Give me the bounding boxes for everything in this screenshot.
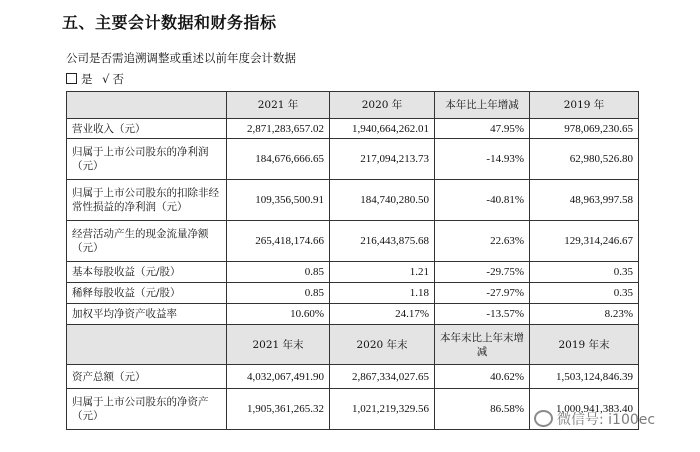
value-cell: 4,032,067,491.90 — [227, 365, 330, 389]
value-cell: -14.93% — [435, 139, 530, 180]
wechat-watermark — [534, 409, 655, 429]
table-row — [67, 283, 639, 304]
table-header-row — [67, 92, 639, 119]
value-cell: 8.23% — [530, 304, 639, 325]
header-cell: 2019 年 — [530, 92, 639, 119]
choice-no-label: 否 — [112, 72, 124, 86]
financial-indicators-table — [66, 91, 639, 430]
value-cell: 47.95% — [435, 119, 530, 139]
row-label: 归属于上市公司股东的净利润（元） — [67, 139, 227, 180]
watermark-text: 微信号: i100ec — [557, 412, 656, 428]
value-cell: 109,356,500.91 — [227, 180, 330, 221]
table-row — [67, 262, 639, 283]
table-header-row — [67, 325, 639, 365]
value-cell: 22.63% — [435, 221, 530, 262]
value-cell: 2,871,283,657.02 — [227, 119, 330, 139]
value-cell: 129,314,246.67 — [530, 221, 639, 262]
row-label: 稀释每股收益（元/股） — [67, 283, 227, 304]
value-cell: 1,905,361,265.32 — [227, 389, 330, 430]
section-heading: 五、主要会计数据和财务指标 — [62, 13, 277, 32]
check-mark-icon: √ — [102, 72, 110, 86]
value-cell: 10.60% — [227, 304, 330, 325]
value-cell: 1,021,219,329.56 — [330, 389, 435, 430]
value-cell: 24.17% — [330, 304, 435, 325]
value-cell: 86.58% — [435, 389, 530, 430]
row-label: 归属于上市公司股东的净资产（元） — [67, 389, 227, 430]
value-cell: 265,418,174.66 — [227, 221, 330, 262]
value-cell: -13.57% — [435, 304, 530, 325]
restatement-choices — [66, 71, 124, 87]
value-cell: 0.35 — [530, 283, 639, 304]
header-cell: 2021 年末 — [227, 325, 330, 365]
row-label: 加权平均净资产收益率 — [67, 304, 227, 325]
header-cell: 2021 年 — [227, 92, 330, 119]
value-cell: 216,443,875.68 — [330, 221, 435, 262]
value-cell: 2,867,334,027.65 — [330, 365, 435, 389]
value-cell: 1,000,941,383.40 — [530, 389, 639, 430]
value-cell: -29.75% — [435, 262, 530, 283]
wechat-icon — [534, 410, 553, 427]
row-label: 经营活动产生的现金流量净额（元） — [67, 221, 227, 262]
header-cell: 本年比上年增减 — [435, 92, 530, 119]
table-row — [67, 139, 639, 180]
value-cell: 1,503,124,846.39 — [530, 365, 639, 389]
restatement-question: 公司是否需追溯调整或重述以前年度会计数据 — [66, 51, 296, 65]
checkbox-yes — [66, 73, 77, 84]
header-cell: 2019 年末 — [530, 325, 639, 365]
table-row — [67, 221, 639, 262]
value-cell: 0.35 — [530, 262, 639, 283]
row-label: 归属于上市公司股东的扣除非经常性损益的净利润（元） — [67, 180, 227, 221]
value-cell: 217,094,213.73 — [330, 139, 435, 180]
value-cell: 1,940,664,262.01 — [330, 119, 435, 139]
value-cell: 184,676,666.65 — [227, 139, 330, 180]
row-label: 资产总额（元） — [67, 365, 227, 389]
value-cell: 40.62% — [435, 365, 530, 389]
value-cell: -27.97% — [435, 283, 530, 304]
value-cell: 62,980,526.80 — [530, 139, 639, 180]
value-cell: 978,069,230.65 — [530, 119, 639, 139]
choice-yes-label: 是 — [81, 72, 93, 86]
header-cell: 2020 年 — [330, 92, 435, 119]
table-row — [67, 304, 639, 325]
value-cell: 1.21 — [330, 262, 435, 283]
table-row — [67, 180, 639, 221]
row-label: 基本每股收益（元/股） — [67, 262, 227, 283]
header-cell: 本年末比上年末增减 — [435, 325, 530, 365]
table-row — [67, 119, 639, 139]
value-cell: 184,740,280.50 — [330, 180, 435, 221]
value-cell: -40.81% — [435, 180, 530, 221]
row-label: 营业收入（元） — [67, 119, 227, 139]
value-cell: 1.18 — [330, 283, 435, 304]
header-cell — [67, 325, 227, 365]
header-cell — [67, 92, 227, 119]
value-cell: 0.85 — [227, 262, 330, 283]
value-cell: 48,963,997.58 — [530, 180, 639, 221]
value-cell: 0.85 — [227, 283, 330, 304]
table-row — [67, 365, 639, 389]
header-cell: 2020 年末 — [330, 325, 435, 365]
